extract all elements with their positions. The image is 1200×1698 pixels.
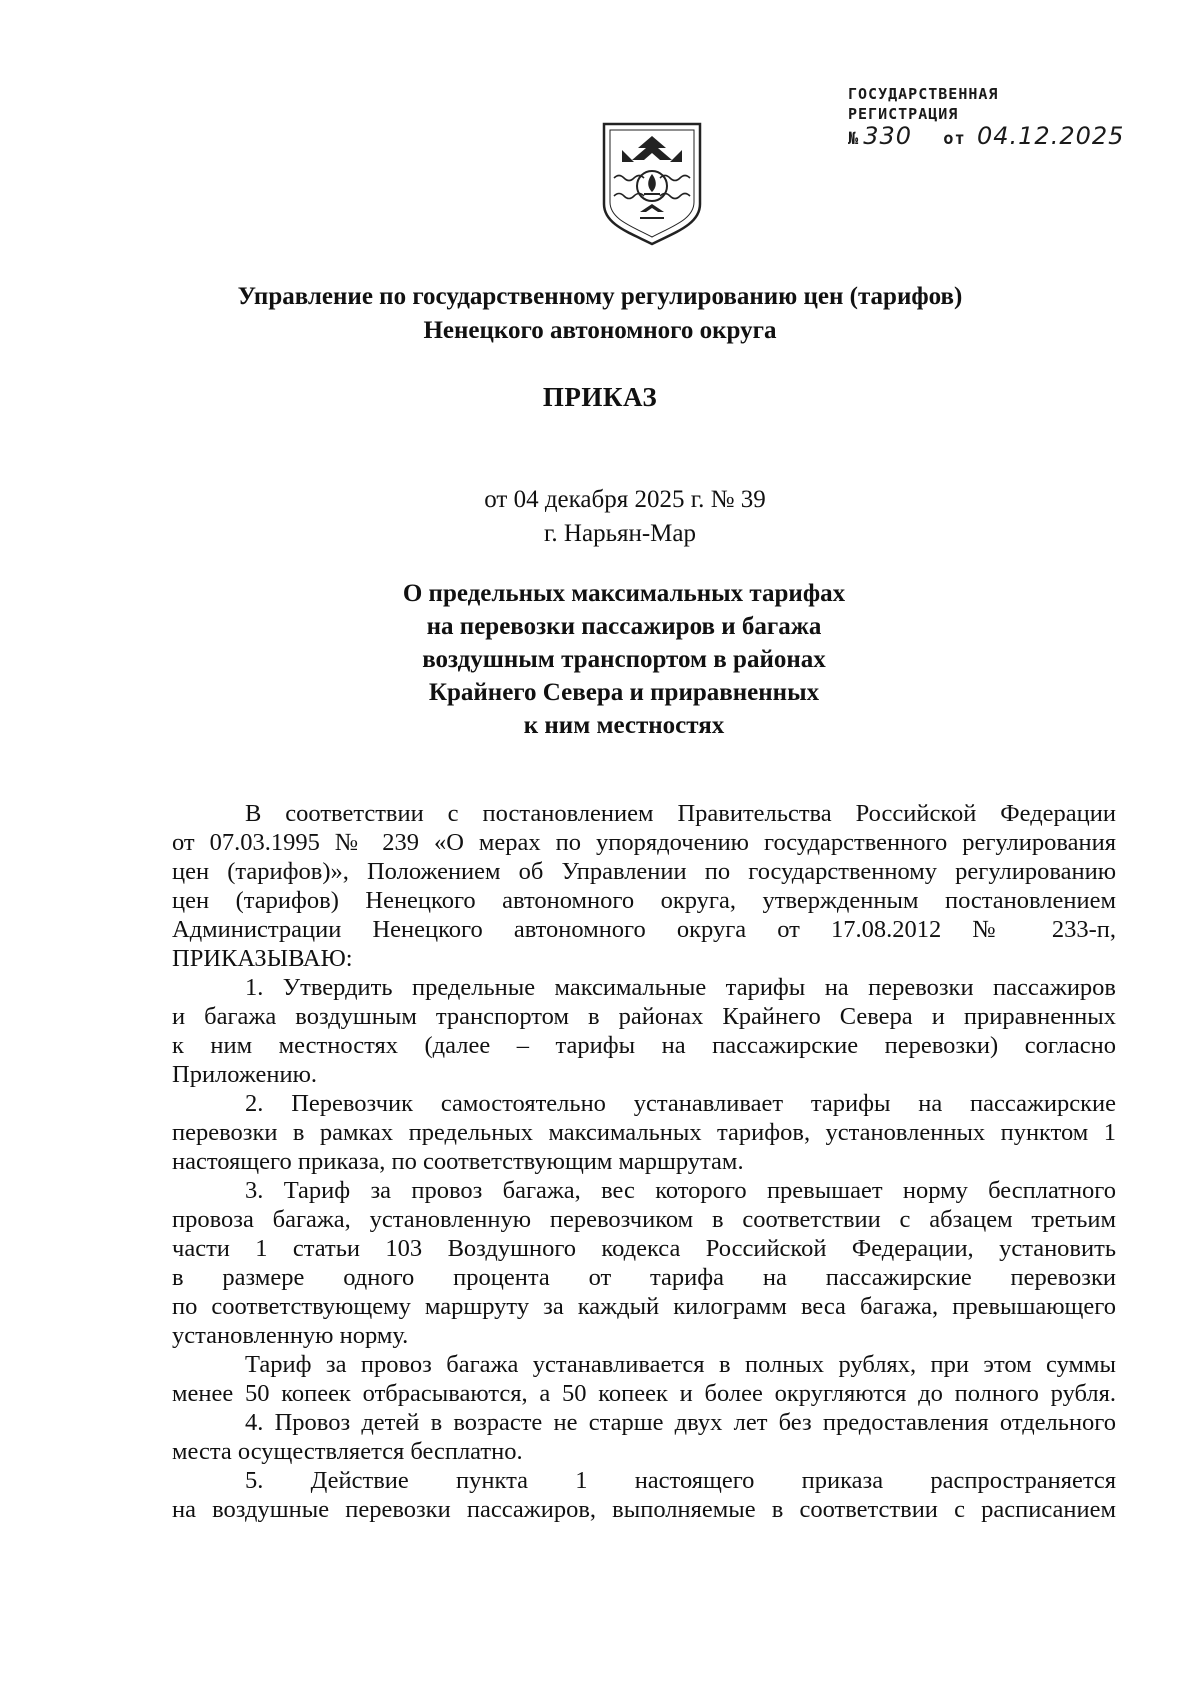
order-word: ПРИКАЗЫВАЮ: — [172, 945, 353, 972]
text-line: перевозки в рамках предельных максимальных тарифов, установленных пунктом 1 — [172, 1119, 1116, 1146]
text-line: части 1 статьи 103 Воздушного кодекса Российской Федерации, установить — [172, 1235, 1116, 1262]
paragraph-4 — [172, 1350, 1116, 1408]
subject-line: воздушным транспортом в районах — [422, 646, 826, 673]
subject-line: О предельных максимальных тарифах — [402, 580, 846, 607]
text-line: В соответствии с постановлением Правительства Российской Федерации — [245, 800, 1116, 827]
text-line: установленную норму. — [172, 1322, 409, 1349]
text-line: 3. Тариф за провоз багажа, вес которого превышает норму бесплатного — [245, 1177, 1116, 1204]
paragraph-2 — [172, 1089, 1116, 1176]
text-line: 4. Провоз детей в возрасте не старше двух лет без предоставления отдельного — [245, 1409, 1116, 1436]
text-line: менее 50 копеек отбрасываются, а 50 копеек и более округляются до полного рубля. — [172, 1380, 1116, 1407]
text-line: 1. Утвердить предельные максимальные тарифы на перевозки пассажиров — [245, 974, 1116, 1001]
stamp-line-2: РЕГИСТРАЦИЯ — [848, 105, 959, 123]
paragraph-6 — [172, 1466, 1116, 1524]
paragraph-5 — [172, 1408, 1116, 1466]
document-place: г. Нарьян-Мар — [543, 520, 696, 547]
text-line: Администрации Ненецкого автономного округа от 17.08.2012 № 233-п, — [172, 916, 1116, 943]
organization-header — [0, 280, 1200, 348]
text-line: места осуществляется бесплатно. — [172, 1438, 523, 1465]
document-date-number: от 04 декабря 2025 г. № 39 — [484, 486, 766, 513]
text-line: 5. Действие пункта 1 настоящего приказа распространяется — [245, 1467, 1116, 1494]
text-line: и багажа воздушным транспортом в районах Крайнего Севера и приравненных — [172, 1003, 1116, 1030]
text-line: настоящего приказа, по соответствующим маршрутам. — [172, 1148, 744, 1175]
coat-of-arms-svg — [600, 120, 704, 248]
preamble-paragraph — [172, 799, 1116, 973]
document-subject — [0, 577, 1200, 742]
stamp-line-1: ГОСУДАРСТВЕННАЯ — [848, 85, 999, 103]
text-line: Приложению. — [172, 1061, 318, 1088]
text-line: на воздушные перевозки пассажиров, выполняемые в соответствии с расписанием — [172, 1496, 1116, 1523]
registration-stamp — [848, 84, 1178, 149]
document-body — [172, 799, 1116, 1524]
document-meta — [0, 483, 1200, 551]
subject-line: к ним местностях — [523, 712, 725, 739]
coat-of-arms-icon — [600, 120, 704, 248]
stamp-number-row — [848, 122, 1178, 150]
subject-line: на перевозки пассажиров и багажа — [426, 613, 822, 640]
text-line: провоза багажа, установленную перевозчиком в соответствии с абзацем третьим — [172, 1206, 1116, 1233]
stamp-date: 04.12.2025 — [976, 122, 1125, 150]
text-line: цен (тарифов) Ненецкого автономного округа, утвержденным постановлением — [172, 887, 1116, 914]
text-line: цен (тарифов)», Положением об Управлении по государственному регулированию — [172, 858, 1116, 885]
org-line-1: Управление по государственному регулированию цен (тарифов) — [237, 283, 963, 310]
document-type: ПРИКАЗ — [542, 382, 658, 412]
org-line-2: Ненецкого автономного округа — [423, 317, 777, 344]
text-line: по соответствующему маршруту за каждый килограмм веса багажа, превышающего — [172, 1293, 1116, 1320]
text-line: от 07.03.1995 № 239 «О мерах по упорядочению государственного регулирования — [172, 829, 1116, 856]
stamp-number-prefix: № — [848, 129, 860, 149]
text-line: 2. Перевозчик самостоятельно устанавливает тарифы на пассажирские — [245, 1090, 1116, 1117]
subject-line: Крайнего Севера и приравненных — [428, 679, 820, 706]
paragraph-1 — [172, 973, 1116, 1089]
text-line: в размере одного процента от тарифа на пассажирские перевозки — [172, 1264, 1116, 1291]
stamp-date-prefix: от — [943, 129, 966, 149]
text-line: к ним местностях (далее – тарифы на пассажирские перевозки) согласно — [172, 1032, 1116, 1059]
paragraph-3 — [172, 1176, 1116, 1350]
stamp-number: 330 — [863, 122, 913, 150]
text-line: Тариф за провоз багажа устанавливается в полных рублях, при этом суммы — [245, 1351, 1116, 1378]
